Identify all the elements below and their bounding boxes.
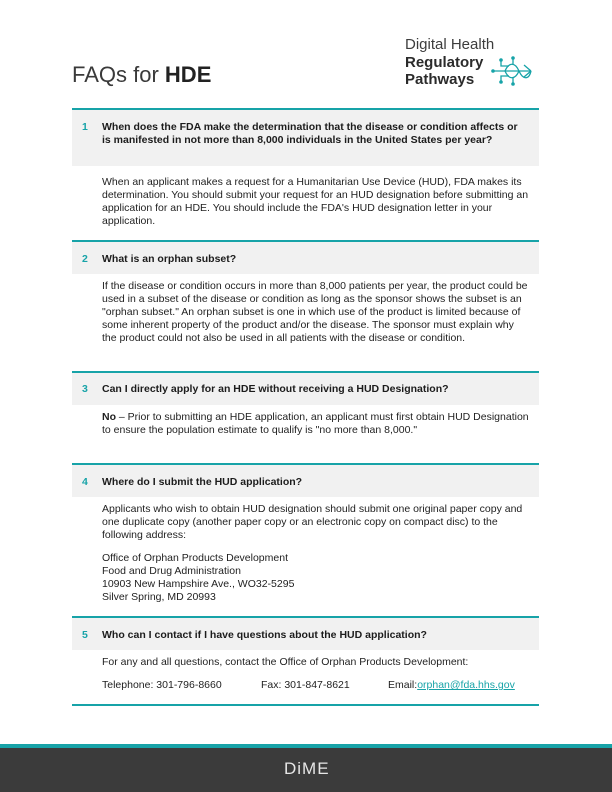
faq-number: 2 — [82, 253, 88, 265]
faq-question: What is an orphan subset? — [102, 253, 237, 265]
email-group — [388, 679, 515, 692]
faq-answer-text: Applicants who wish to obtain HUD designation should submit one original paper copy and one duplicate copy (another paper copy or an electronic copy on compact disc) to the following address: — [102, 503, 523, 541]
faq-question-row — [72, 371, 539, 405]
faq-question-row — [72, 108, 539, 166]
faq-answer — [102, 411, 539, 437]
bottom-divider — [72, 704, 539, 706]
circuit-logo-icon — [491, 56, 537, 86]
faq-answer — [102, 280, 539, 345]
address-line: 10903 New Hampshire Ave., WO32-5295 — [102, 578, 295, 590]
faq-question: Can I directly apply for an HDE without receiving a HUD Designation? — [102, 383, 449, 395]
email-link[interactable]: orphan@fda.hhs.gov — [417, 679, 515, 691]
faq-question: Where do I submit the HUD application? — [102, 476, 303, 488]
footer-bar — [0, 744, 612, 792]
address-line: Food and Drug Administration — [102, 565, 241, 577]
fax-text: Fax: 301-847-8621 — [261, 679, 350, 691]
faq-item-1 — [72, 108, 539, 228]
brand-line-1: Digital Health — [405, 36, 495, 53]
faq-number: 3 — [82, 383, 88, 395]
faq-question-row — [72, 463, 539, 497]
title-bold: HDE — [164, 62, 212, 87]
address-line: Silver Spring, MD 20993 — [102, 591, 216, 603]
brand-line-3: Pathways — [405, 71, 475, 88]
faq-answer-text: For any and all questions, contact the Office of Orphan Products Development: — [102, 656, 469, 668]
faq-question-row — [72, 616, 539, 650]
faq-item-2 — [72, 240, 539, 345]
telephone-text: Telephone: 301-796-8660 — [102, 679, 222, 691]
faq-question: When does the FDA make the determination that the disease or condition affects or is manifested in not more than 8,000 individuals in the United States per year? — [102, 121, 518, 146]
faq-item-5 — [72, 616, 539, 692]
faq-number: 1 — [82, 121, 88, 133]
faq-number: 4 — [82, 476, 88, 488]
faq-item-3 — [72, 371, 539, 437]
brand-text — [405, 36, 494, 89]
title-prefix: FAQs for — [72, 62, 165, 87]
page-title — [72, 62, 211, 88]
faq-number: 5 — [82, 629, 88, 641]
faq-answer — [102, 656, 539, 692]
mailing-address — [102, 552, 531, 604]
faq-answer — [102, 176, 539, 228]
faq-item-4 — [72, 463, 539, 604]
faq-answer-text: – Prior to submitting an HDE application, an applicant must first obtain HUD Designation to ensure the population estimate to qualify is "no more than 8,000." — [102, 411, 529, 436]
dime-logo: DiME — [284, 759, 330, 778]
brand-line-2: Regulatory — [405, 53, 484, 71]
contact-line — [102, 679, 531, 692]
faq-question-row — [72, 240, 539, 274]
email-label: Email: — [388, 679, 418, 691]
faq-answer-text: If the disease or condition occurs in more than 8,000 patients per year, the product could be used in a subset of the disease or condition as long as the sponsor shows the subset is an "orphan subset." An orphan subset is one in which use of the product is limited because of some inherent property of the product and/or the disease. The sponsor must explain why the product could not also be used in all patients with the disease or condition. — [102, 280, 528, 344]
faq-answer-text: When an applicant makes a request for a Humanitarian Use Device (HUD), FDA makes its determination. You should submit your request for an HUD designation before submitting an application for an HDE. You should include the FDA's HUD designation letter in your application. — [102, 176, 529, 227]
faq-question: Who can I contact if I have questions about the HUD application? — [102, 629, 427, 641]
faq-answer-bold: No — [102, 411, 116, 423]
address-line: Office of Orphan Products Development — [102, 552, 288, 564]
faq-answer — [102, 503, 539, 604]
